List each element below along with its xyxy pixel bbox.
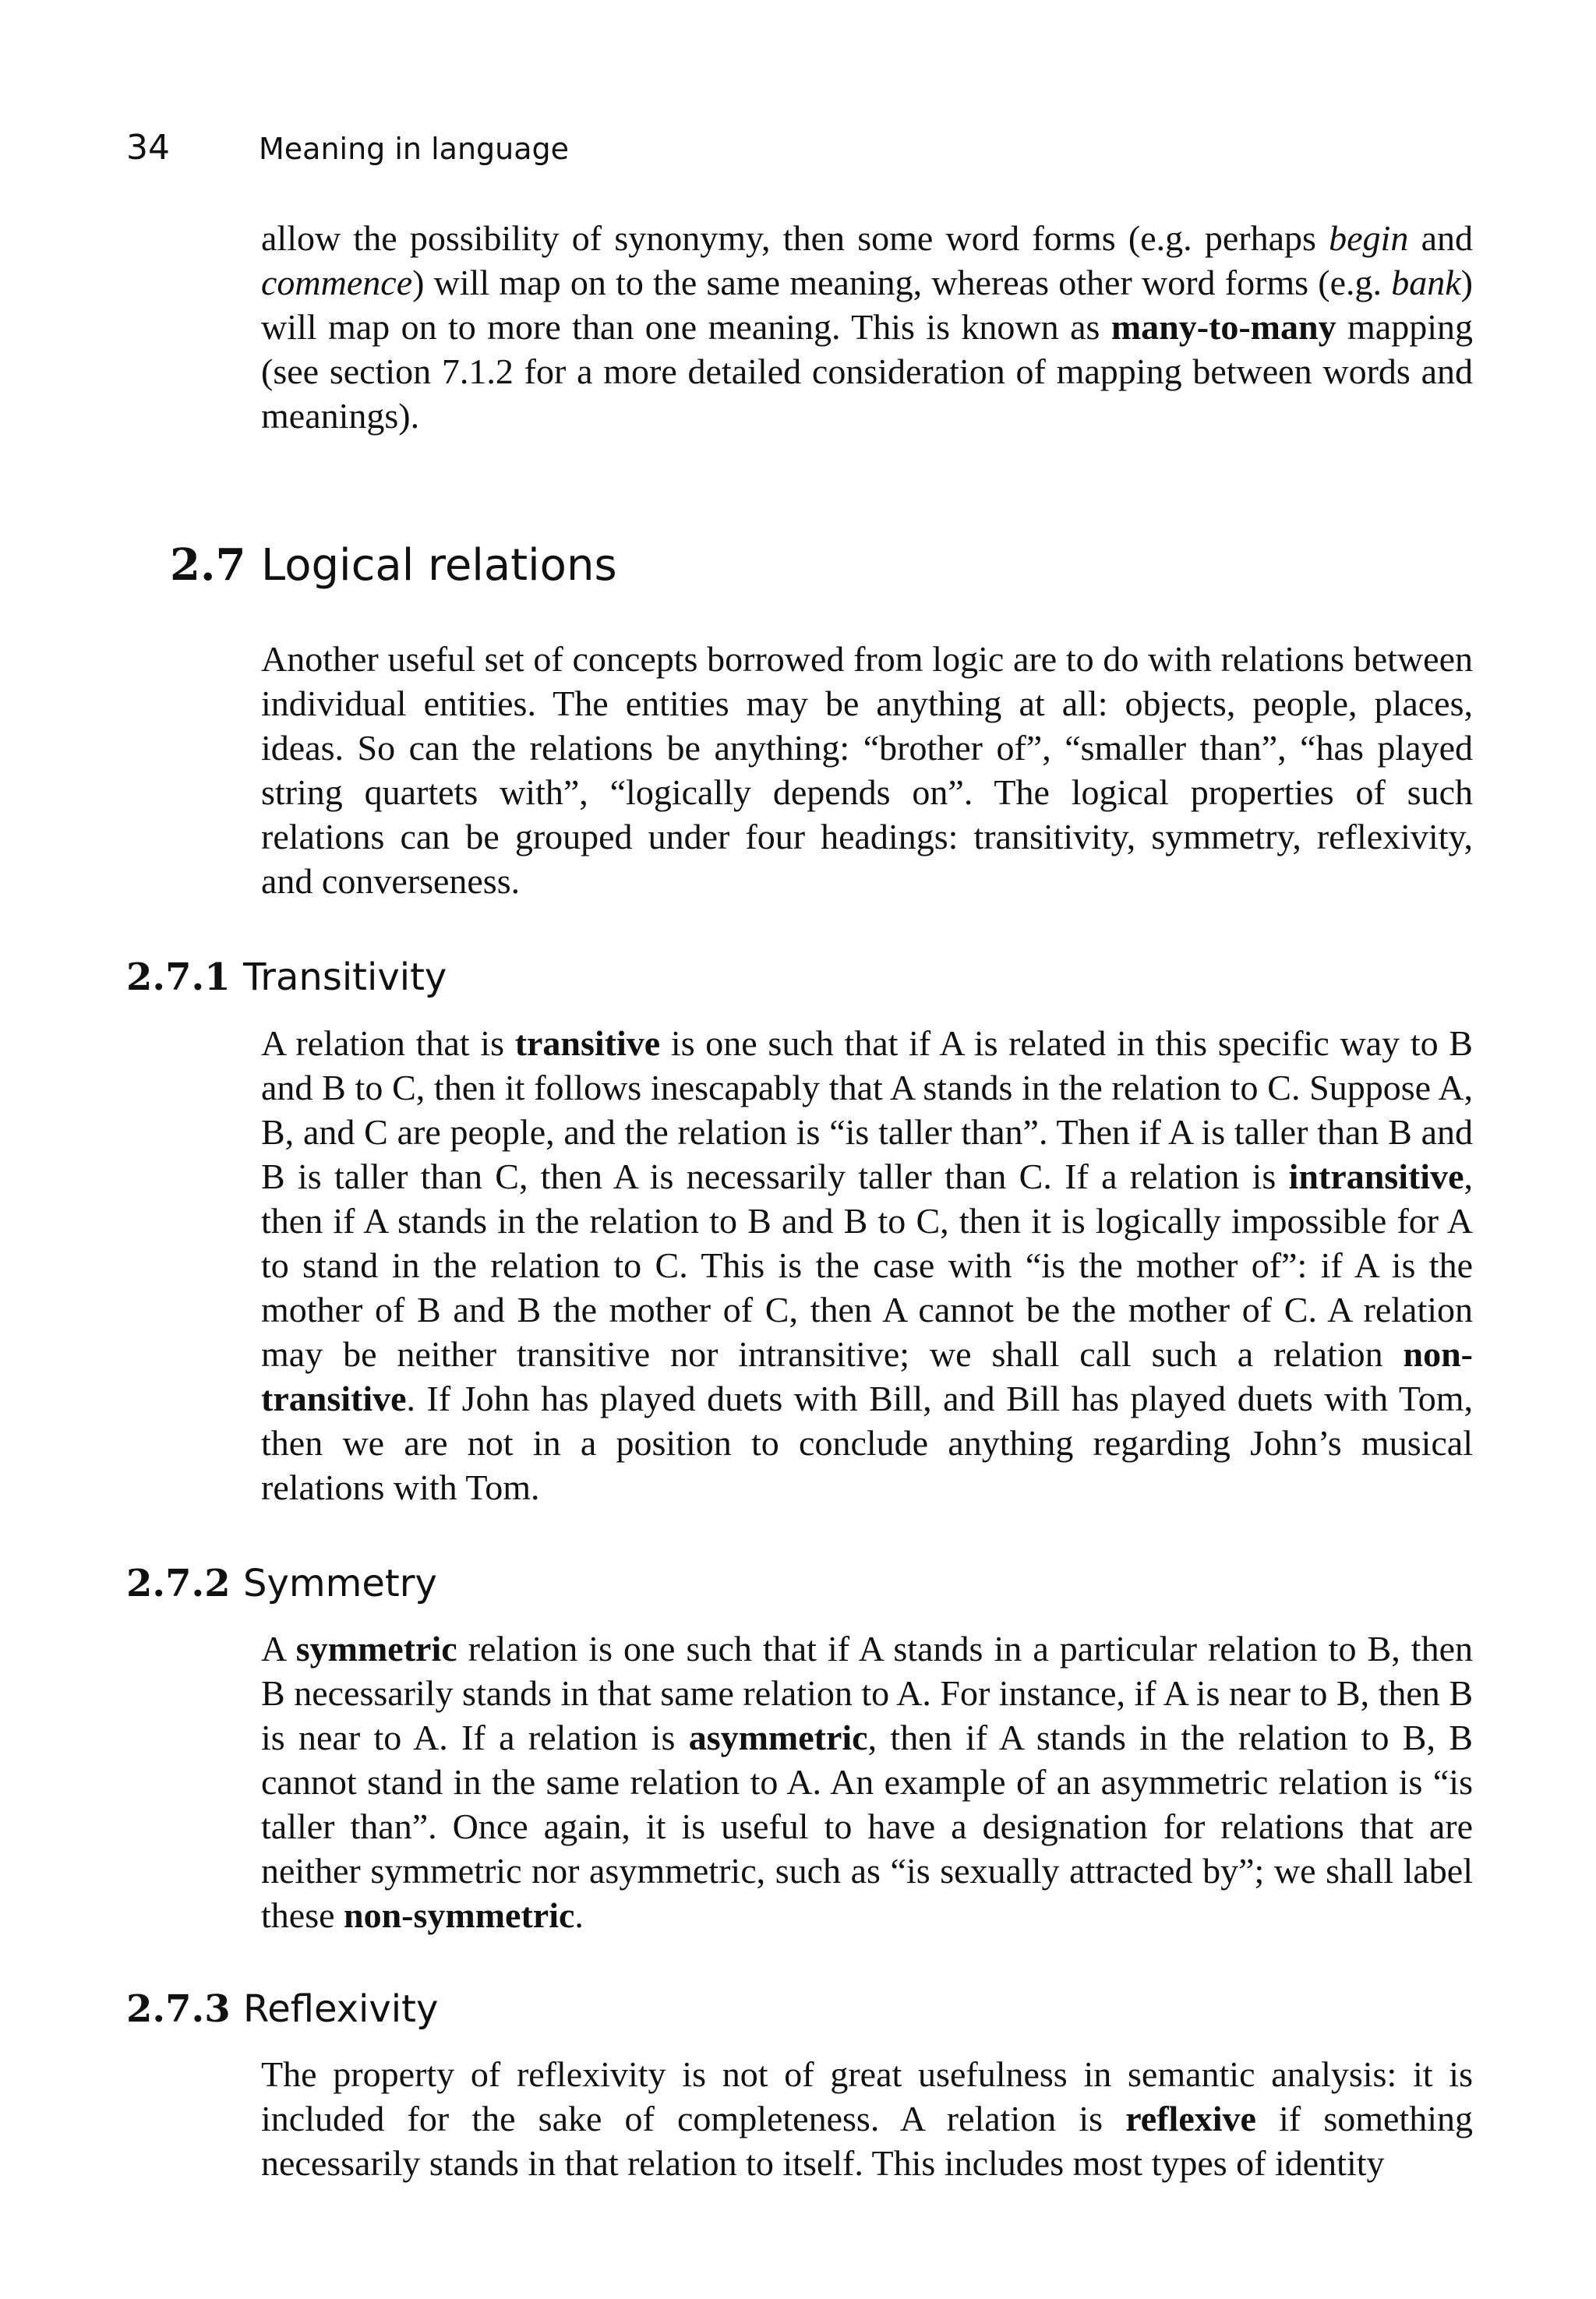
term-non-transitive: non-transitive xyxy=(261,1334,1473,1418)
subsection-title: Symmetry xyxy=(243,1562,437,1605)
subsection-heading-2-7-3 xyxy=(126,1986,438,2032)
section-2-7-paragraph: Another useful set of concepts borrowed from logic are to do with relations between individual entities. The entities may be anything at all: objects, people, places, ideas. So can the relations be anything: “brother of”, “smaller than”, “has played string quartets with”, “logically depends on”. The logical properties of such relations can be grouped under four headings: transitivity, symmetry, reflexivity, and converseness. xyxy=(261,639,1473,901)
term-intransitive: intransitive xyxy=(1288,1157,1464,1196)
subsection-heading-2-7-1 xyxy=(126,954,447,1001)
intro-paragraph: allow the possibility of synonymy, then some word forms (e.g. perhaps begin and commence) will map on to the same meaning, whereas other word forms (e.g. bank) will map on to more than one meaning. This is known as many-to-many mapping (see section 7.1.2 for a more detailed consideration of mapping between words and meanings). xyxy=(261,218,1473,436)
subsection-title: Transitivity xyxy=(243,955,447,999)
term-symmetric: symmetric xyxy=(295,1629,457,1669)
running-title: Meaning in language xyxy=(259,132,570,166)
term-reflexive: reflexive xyxy=(1125,2099,1256,2138)
reflexivity-paragraph: The property of reflexivity is not of great usefulness in semantic analysis: it is included for the sake of completeness. A relation is reflexive if something necessarily stands in that relation to itself. This includes most types of identity xyxy=(261,2054,1473,2183)
term-asymmetric: asymmetric xyxy=(688,1718,868,1757)
section-title: Logical relations xyxy=(261,540,617,591)
term-transitive: transitive xyxy=(514,1023,661,1063)
term-many-to-many: many-to-many xyxy=(1110,307,1336,347)
subsection-number: 2.7.2 xyxy=(126,1562,231,1605)
running-header xyxy=(126,129,569,168)
section-number: 2.7 xyxy=(170,539,246,591)
section-heading-2-7 xyxy=(170,538,617,593)
subsection-number: 2.7.3 xyxy=(126,1987,231,2031)
term-non-symmetric: non-symmetric xyxy=(344,1895,575,1935)
transitivity-paragraph: A relation that is transitive is one such that if A is related in this specific way to B and B to C, then it follows inescapably that A stands in the relation to C. Suppose A, B, and C are people, and the relation is “is taller than”. Then if A is taller than B and B is taller than C, then A is necessarily taller than C. If a relation is intransitive, then if A stands in the relation to B and B to C, then it is logically impossible for A to stand in the relation to C. This is the case with “is the mother of”: if A is the mother of B and B the mother of C, then A cannot be the mother of C. A relation may be neither transitive nor intransitive; we shall call such a relation non-transitive. If John has played duets with Bill, and Bill has played duets with Tom, then we are not in a position to conclude anything regarding John’s musical relations with Tom. xyxy=(261,1023,1473,1507)
symmetry-paragraph: A symmetric relation is one such that if A stands in a particular relation to B, then B necessarily stands in that same relation to A. For instance, if A is near to B, then B is near to A. If a relation is asymmetric, then if A stands in the relation to B, B cannot stand in the same relation to A. An example of an asymmetric relation is “is taller than”. Once again, it is useful to have a designation for relations that are neither symmetric nor asymmetric, such as “is sexually attracted by”; we shall label these non-symmetric. xyxy=(261,1629,1473,1935)
subsection-title: Reflexivity xyxy=(243,1987,439,2031)
subsection-number: 2.7.1 xyxy=(126,955,231,999)
page-number: 34 xyxy=(126,128,170,168)
subsection-heading-2-7-2 xyxy=(126,1560,437,1607)
